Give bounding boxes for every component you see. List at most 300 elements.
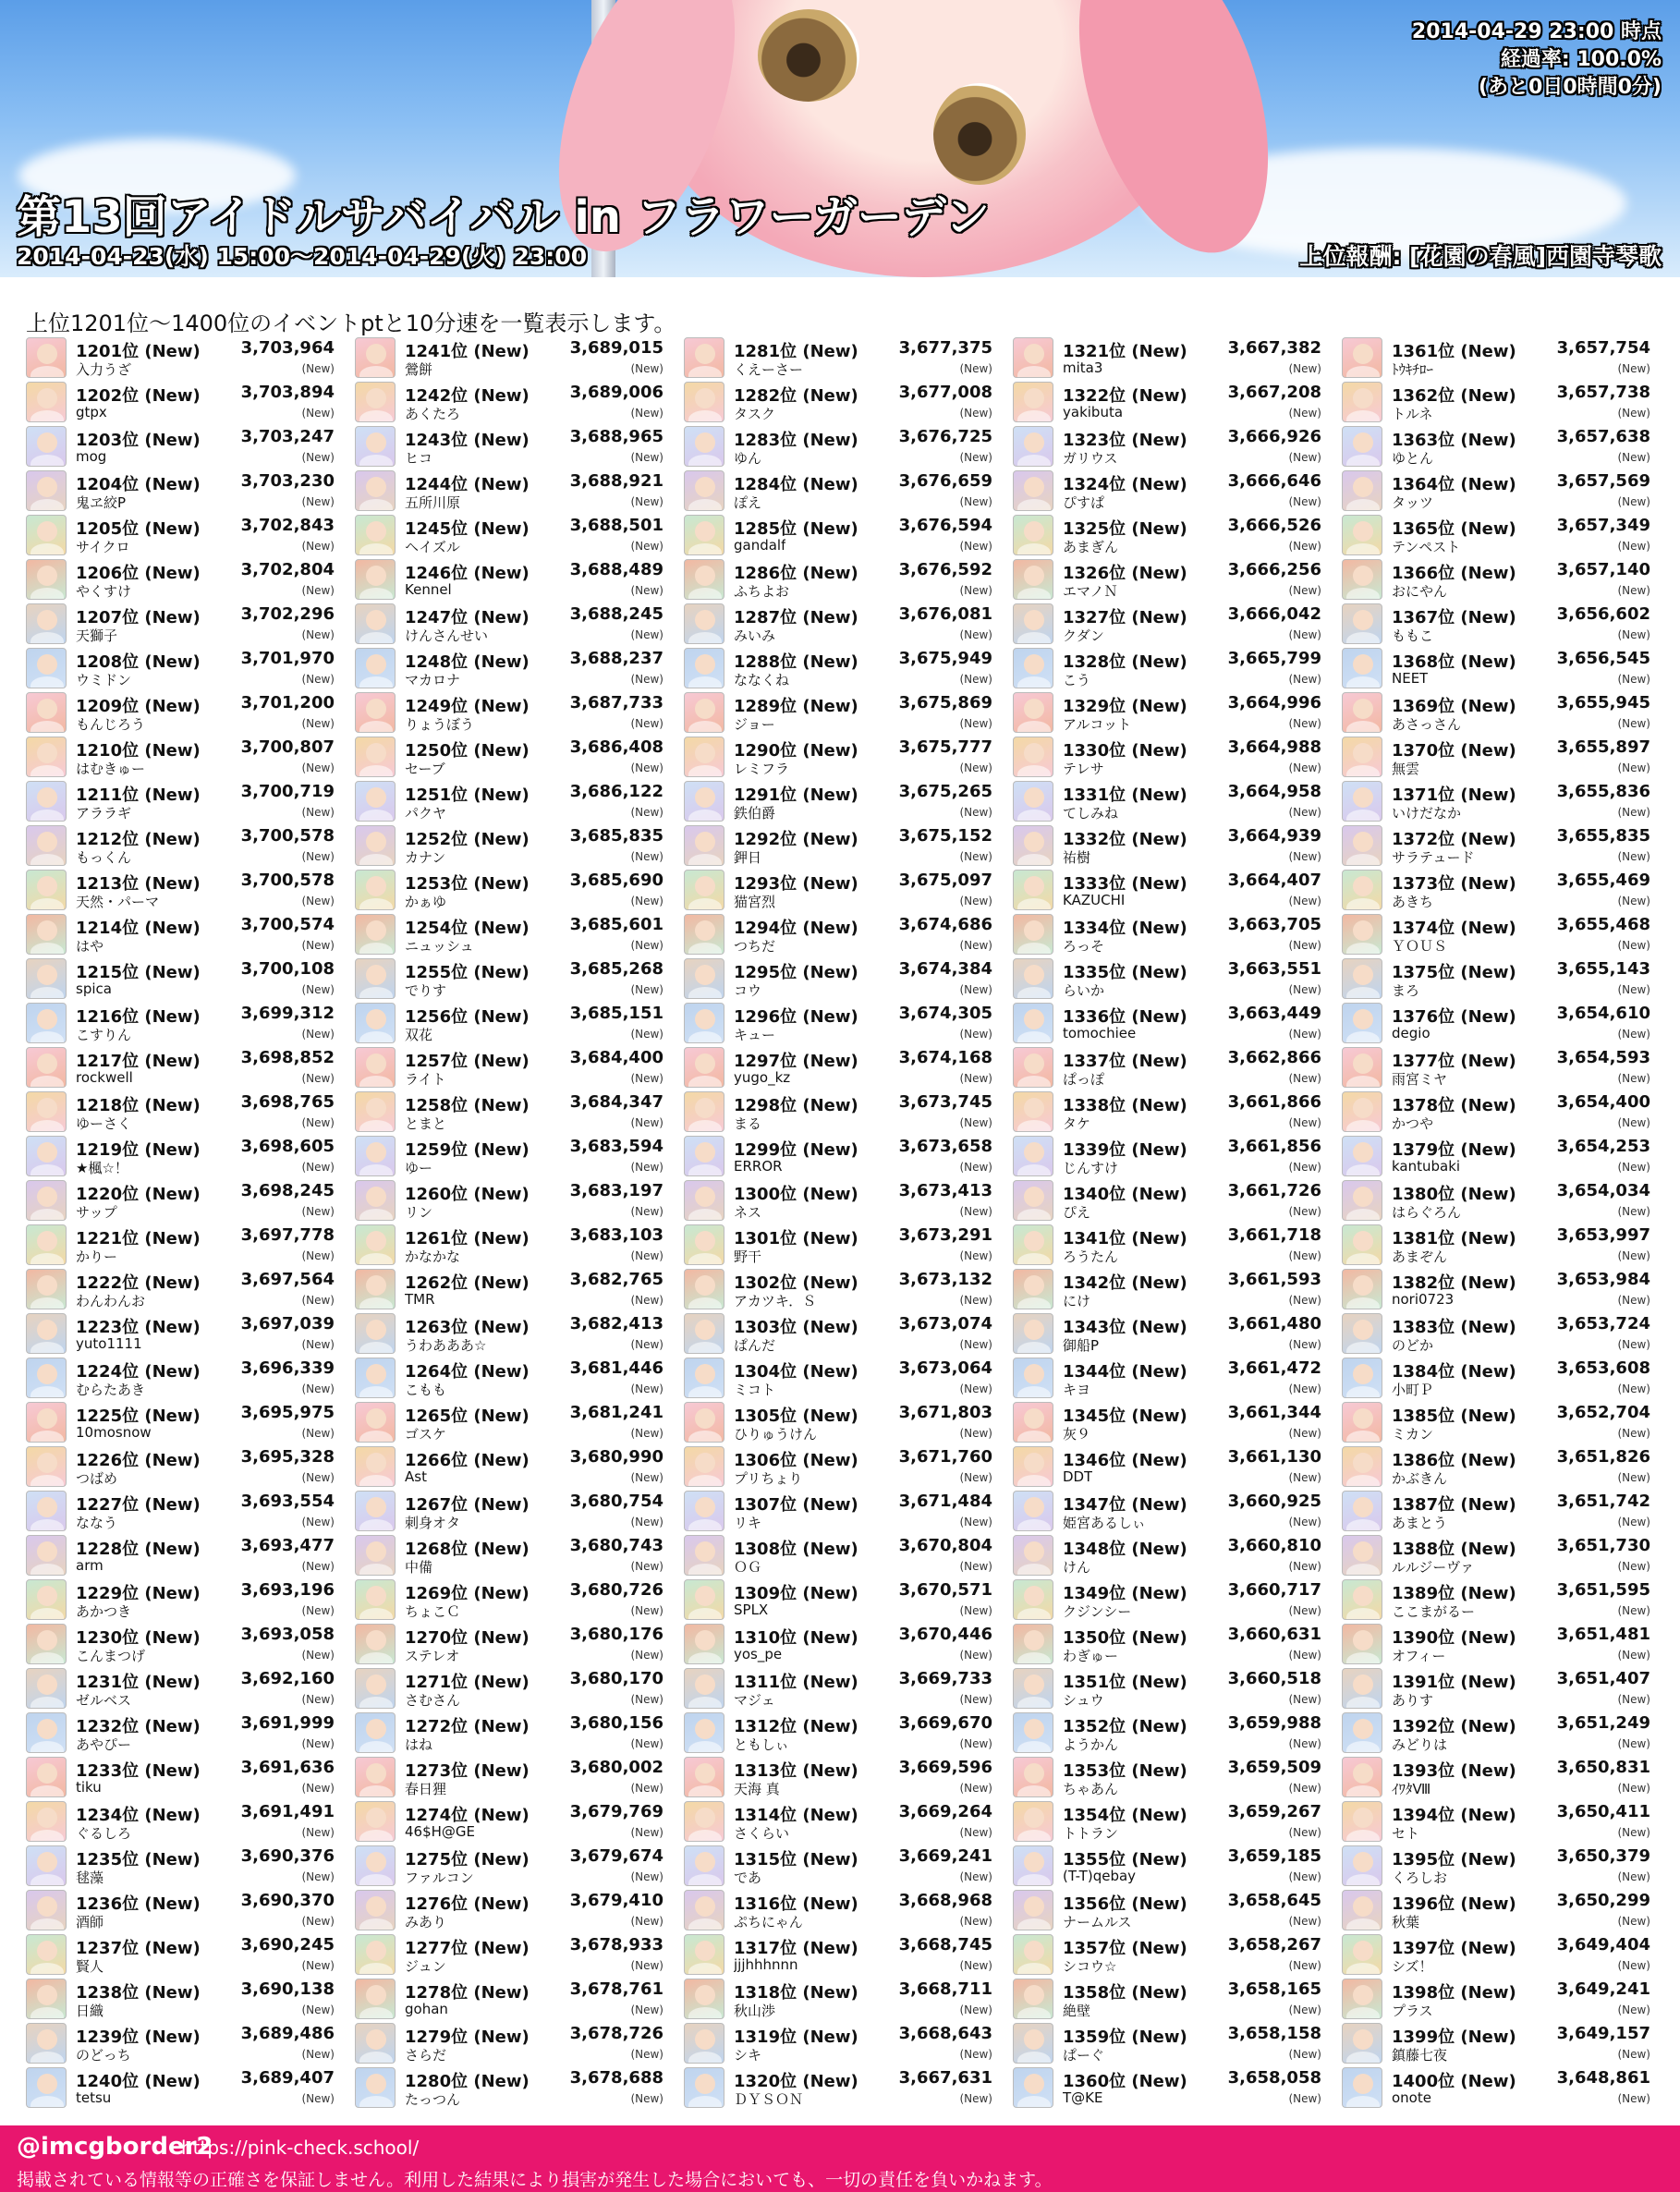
event-points: 3,652,704 xyxy=(1556,1403,1650,1422)
rank-label: 1229位 (New) xyxy=(76,1584,201,1603)
event-points: 3,662,866 xyxy=(1227,1048,1321,1067)
producer-name: ようかん xyxy=(1063,1736,1119,1753)
event-points: 3,675,097 xyxy=(898,871,992,890)
ranking-entry xyxy=(684,468,998,512)
producer-name: パクヤ xyxy=(405,805,447,822)
speed-label: (New) xyxy=(1617,895,1650,907)
idol-avatar-icon xyxy=(355,870,396,910)
event-points: 3,693,196 xyxy=(240,1580,335,1600)
rank-label: 1268位 (New) xyxy=(405,1540,530,1559)
rank-label: 1264位 (New) xyxy=(405,1362,530,1382)
speed-label: (New) xyxy=(959,717,992,730)
event-points: 3,666,256 xyxy=(1227,560,1321,579)
rank-label: 1291位 (New) xyxy=(734,785,858,805)
ranking-entry xyxy=(684,1044,998,1089)
ranking-entry xyxy=(355,1754,669,1798)
ranking-entry xyxy=(1342,1976,1656,2020)
ranking-entry xyxy=(1013,2064,1327,2109)
producer-name: のどっち xyxy=(76,2047,131,2064)
producer-name: ニュッシュ xyxy=(405,938,474,955)
event-points: 3,686,122 xyxy=(569,782,663,801)
speed-label: (New) xyxy=(301,1427,335,1440)
idol-avatar-icon xyxy=(1342,781,1382,822)
idol-avatar-icon xyxy=(1013,781,1053,822)
event-points: 3,695,975 xyxy=(240,1403,335,1422)
ranking-entry xyxy=(1342,645,1656,689)
idol-avatar-icon xyxy=(684,1579,724,1620)
producer-name: ゆとん xyxy=(1392,450,1434,467)
idol-avatar-icon xyxy=(1342,1269,1382,1309)
event-points: 3,661,593 xyxy=(1227,1270,1321,1289)
snapshot-timestamp: 2014-04-29 23:00 時点 xyxy=(1411,20,1662,43)
speed-label: (New) xyxy=(959,1294,992,1307)
rank-label: 1306位 (New) xyxy=(734,1451,858,1470)
speed-label: (New) xyxy=(959,1072,992,1085)
ranking-entry xyxy=(1342,1843,1656,1887)
speed-label: (New) xyxy=(1288,1161,1321,1174)
ranking-entry xyxy=(26,689,340,734)
idol-avatar-icon xyxy=(355,1358,396,1398)
producer-name: こう xyxy=(1063,672,1091,688)
ranking-entry xyxy=(355,1532,669,1577)
ranking-entry xyxy=(355,468,669,512)
speed-label: (New) xyxy=(1288,1427,1321,1440)
producer-name: ﾄｳｷﾁﾛｰ xyxy=(1392,361,1434,378)
ranking-entry xyxy=(1013,867,1327,911)
speed-label: (New) xyxy=(1288,1516,1321,1528)
idol-avatar-icon xyxy=(1342,515,1382,555)
event-points: 3,655,835 xyxy=(1556,826,1650,846)
ranking-entry xyxy=(1013,1177,1327,1222)
speed-label: (New) xyxy=(959,1959,992,1972)
rank-label: 1203位 (New) xyxy=(76,431,201,450)
event-points: 3,669,241 xyxy=(898,1846,992,1866)
rank-label: 1372位 (New) xyxy=(1392,830,1516,849)
speed-label: (New) xyxy=(301,1560,335,1573)
event-points: 3,671,760 xyxy=(898,1447,992,1467)
ranking-entry xyxy=(684,1621,998,1665)
idol-avatar-icon xyxy=(1013,470,1053,511)
event-points: 3,690,245 xyxy=(240,1935,335,1955)
speed-label: (New) xyxy=(1288,1915,1321,1928)
event-points: 3,680,726 xyxy=(569,1580,663,1600)
ranking-entry xyxy=(684,1798,998,1843)
rank-label: 1332位 (New) xyxy=(1063,830,1187,849)
rank-label: 1313位 (New) xyxy=(734,1761,858,1781)
producer-name: rockwell xyxy=(76,1069,133,1086)
event-points: 3,659,509 xyxy=(1227,1758,1321,1777)
ranking-entry xyxy=(26,1843,340,1887)
idol-avatar-icon xyxy=(1342,1491,1382,1531)
producer-name: らいか xyxy=(1063,982,1105,999)
event-points: 3,696,339 xyxy=(240,1358,335,1378)
rank-label: 1305位 (New) xyxy=(734,1407,858,1426)
footer-url[interactable]: https://pink-check.school/ xyxy=(181,2137,420,2159)
producer-name: 祐樹 xyxy=(1063,849,1091,866)
event-points: 3,665,799 xyxy=(1227,649,1321,668)
idol-avatar-icon xyxy=(26,1136,67,1176)
event-points: 3,673,132 xyxy=(898,1270,992,1289)
ranking-entry xyxy=(1342,1089,1656,1133)
idol-avatar-icon xyxy=(684,737,724,777)
ranking-entry xyxy=(1013,1976,1327,2020)
event-points: 3,653,608 xyxy=(1556,1358,1650,1378)
event-points: 3,659,185 xyxy=(1227,1846,1321,1866)
event-period: 2014-04-23(水) 15:00～2014-04-29(火) 23:00 xyxy=(17,243,588,270)
event-points: 3,654,400 xyxy=(1556,1092,1650,1112)
ranking-entry xyxy=(684,1887,998,1931)
rank-label: 1321位 (New) xyxy=(1063,342,1187,361)
event-points: 3,692,160 xyxy=(240,1669,335,1688)
rank-label: 1377位 (New) xyxy=(1392,1052,1516,1071)
idol-avatar-icon xyxy=(1342,1979,1382,2019)
rank-label: 1334位 (New) xyxy=(1063,919,1187,938)
producer-name: 酒師 xyxy=(76,1914,104,1930)
rank-label: 1323位 (New) xyxy=(1063,431,1187,450)
speed-label: (New) xyxy=(630,1338,663,1351)
idol-avatar-icon xyxy=(684,603,724,644)
ranking-entry xyxy=(26,512,340,556)
event-points: 3,670,446 xyxy=(898,1625,992,1644)
rank-label: 1381位 (New) xyxy=(1392,1229,1516,1248)
producer-name: ヒコ xyxy=(405,450,433,467)
event-points: 3,660,810 xyxy=(1227,1536,1321,1555)
ranking-entry xyxy=(1342,1488,1656,1532)
event-points: 3,697,564 xyxy=(240,1270,335,1289)
speed-label: (New) xyxy=(301,1116,335,1129)
rank-label: 1364位 (New) xyxy=(1392,475,1516,494)
event-points: 3,674,305 xyxy=(898,1004,992,1023)
event-points: 3,685,835 xyxy=(569,826,663,846)
producer-name: 五所川原 xyxy=(405,494,461,511)
producer-name: SPLX xyxy=(734,1601,769,1618)
producer-name: 秋山渉 xyxy=(734,2003,776,2019)
ranking-entry xyxy=(1013,335,1327,379)
event-points: 3,677,375 xyxy=(898,338,992,358)
idol-avatar-icon xyxy=(355,2023,396,2064)
idol-avatar-icon xyxy=(684,1091,724,1132)
ranking-entry xyxy=(1342,556,1656,601)
idol-avatar-icon xyxy=(684,958,724,999)
event-points: 3,669,264 xyxy=(898,1802,992,1821)
producer-name: degio xyxy=(1392,1025,1430,1041)
producer-name: tiku xyxy=(76,1779,102,1796)
ranking-entry xyxy=(1342,601,1656,645)
rank-label: 1395位 (New) xyxy=(1392,1850,1516,1869)
producer-name: ひりゅうけん xyxy=(734,1426,818,1443)
rank-label: 1242位 (New) xyxy=(405,386,530,406)
footer-handle[interactable]: @imcgborder2 xyxy=(17,2133,213,2161)
speed-label: (New) xyxy=(630,983,663,996)
event-points: 3,666,042 xyxy=(1227,604,1321,624)
ranking-entry xyxy=(1342,1443,1656,1488)
producer-name: コウ xyxy=(734,982,762,999)
speed-label: (New) xyxy=(1288,1649,1321,1662)
rank-label: 1302位 (New) xyxy=(734,1273,858,1293)
speed-label: (New) xyxy=(1288,1338,1321,1351)
idol-avatar-icon xyxy=(26,914,67,955)
ranking-entry xyxy=(684,1399,998,1443)
event-points: 3,690,370 xyxy=(240,1891,335,1910)
ranking-entry xyxy=(684,2064,998,2109)
rank-label: 1275位 (New) xyxy=(405,1850,530,1869)
idol-avatar-icon xyxy=(1013,426,1053,467)
producer-name: ちゃあん xyxy=(1063,1781,1119,1797)
ranking-entry xyxy=(1342,1665,1656,1710)
speed-label: (New) xyxy=(301,1338,335,1351)
ranking-entry xyxy=(26,1798,340,1843)
producer-name: クジンシー xyxy=(1063,1603,1132,1620)
producer-name: 姫宮あるしぃ xyxy=(1063,1515,1146,1531)
rank-label: 1399位 (New) xyxy=(1392,2028,1516,2047)
idol-avatar-icon xyxy=(1342,1136,1382,1176)
event-points: 3,657,638 xyxy=(1556,427,1650,446)
event-points: 3,684,400 xyxy=(569,1048,663,1067)
ranking-entry xyxy=(684,911,998,956)
ranking-entry xyxy=(1342,734,1656,778)
rank-label: 1224位 (New) xyxy=(76,1362,201,1382)
ranking-entry xyxy=(26,1310,340,1355)
producer-name: プラス xyxy=(1392,2003,1433,2019)
ranking-entry xyxy=(1013,1355,1327,1399)
speed-label: (New) xyxy=(959,628,992,641)
ranking-entry xyxy=(1342,822,1656,867)
speed-label: (New) xyxy=(1617,850,1650,863)
producer-name: あまぞん xyxy=(1392,1248,1448,1265)
event-points: 3,675,949 xyxy=(898,649,992,668)
producer-name: gtpx xyxy=(76,404,107,420)
event-points: 3,649,404 xyxy=(1556,1935,1650,1955)
ranking-entry xyxy=(1342,1621,1656,1665)
producer-name: ぷちにゃん xyxy=(734,1914,803,1930)
speed-label: (New) xyxy=(630,495,663,508)
ranking-entry xyxy=(26,778,340,822)
producer-name: ★楓☆！ xyxy=(76,1160,128,1176)
rank-label: 1322位 (New) xyxy=(1063,386,1187,406)
rank-label: 1273位 (New) xyxy=(405,1761,530,1781)
rank-label: 1202位 (New) xyxy=(76,386,201,406)
ranking-entry xyxy=(26,1976,340,2020)
speed-label: (New) xyxy=(1288,1205,1321,1218)
producer-name: onote xyxy=(1392,2089,1431,2106)
rank-label: 1220位 (New) xyxy=(76,1185,201,1204)
producer-name: つばめ xyxy=(76,1470,118,1487)
speed-label: (New) xyxy=(959,451,992,464)
speed-label: (New) xyxy=(1288,628,1321,641)
speed-label: (New) xyxy=(1288,1249,1321,1262)
rank-label: 1339位 (New) xyxy=(1063,1140,1187,1160)
speed-label: (New) xyxy=(1288,1959,1321,1972)
producer-name: うわあああ☆ xyxy=(405,1337,487,1354)
event-points: 3,680,754 xyxy=(569,1492,663,1511)
event-points: 3,680,990 xyxy=(569,1447,663,1467)
rank-label: 1354位 (New) xyxy=(1063,1806,1187,1825)
event-points: 3,658,158 xyxy=(1227,2024,1321,2043)
ranking-entry xyxy=(1013,645,1327,689)
event-points: 3,690,376 xyxy=(240,1846,335,1866)
speed-label: (New) xyxy=(630,2048,663,2061)
producer-name: サラテュード xyxy=(1392,849,1475,866)
rank-label: 1326位 (New) xyxy=(1063,564,1187,583)
event-points: 3,659,267 xyxy=(1227,1802,1321,1821)
ranking-entry xyxy=(26,1044,340,1089)
ranking-entry xyxy=(26,1399,340,1443)
event-points: 3,678,761 xyxy=(569,1979,663,1999)
speed-label: (New) xyxy=(301,584,335,597)
event-points: 3,700,807 xyxy=(240,737,335,757)
event-points: 3,676,592 xyxy=(898,560,992,579)
producer-name: (T-T)qebay xyxy=(1063,1868,1137,1884)
speed-label: (New) xyxy=(959,362,992,375)
idol-avatar-icon xyxy=(1342,958,1382,999)
producer-name: ジュン xyxy=(405,1958,446,1975)
rank-label: 1387位 (New) xyxy=(1392,1495,1516,1515)
ranking-entry xyxy=(1342,911,1656,956)
producer-name: つちだ xyxy=(734,938,776,955)
producer-name: シズ！ xyxy=(1392,1958,1433,1975)
ranking-entry xyxy=(1013,1887,1327,1931)
speed-label: (New) xyxy=(301,1870,335,1883)
idol-avatar-icon xyxy=(684,1535,724,1576)
event-points: 3,655,836 xyxy=(1556,782,1650,801)
speed-label: (New) xyxy=(1617,2092,1650,2105)
rank-label: 1367位 (New) xyxy=(1392,608,1516,627)
producer-name: jjjhhhnnn xyxy=(734,1956,798,1973)
ranking-entry xyxy=(1013,1532,1327,1577)
producer-name: ナームルス xyxy=(1063,1914,1132,1930)
producer-name: シコウ☆ xyxy=(1063,1958,1117,1975)
rank-label: 1274位 (New) xyxy=(405,1806,530,1825)
rank-label: 1239位 (New) xyxy=(76,2028,201,2047)
speed-label: (New) xyxy=(301,939,335,952)
rank-label: 1235位 (New) xyxy=(76,1850,201,1869)
idol-avatar-icon xyxy=(1342,559,1382,600)
producer-name: さくらい xyxy=(734,1825,790,1842)
ranking-entry xyxy=(355,1931,669,1976)
rank-label: 1295位 (New) xyxy=(734,963,858,982)
idol-avatar-icon xyxy=(26,603,67,644)
ranking-entry xyxy=(26,556,340,601)
event-points: 3,653,997 xyxy=(1556,1225,1650,1245)
rank-label: 1228位 (New) xyxy=(76,1540,201,1559)
idol-avatar-icon xyxy=(1013,1402,1053,1443)
speed-label: (New) xyxy=(301,806,335,819)
event-points: 3,693,058 xyxy=(240,1625,335,1644)
idol-avatar-icon xyxy=(26,648,67,688)
rank-label: 1378位 (New) xyxy=(1392,1096,1516,1115)
producer-name: kantubaki xyxy=(1392,1158,1461,1175)
speed-label: (New) xyxy=(630,1693,663,1706)
ranking-entry xyxy=(684,601,998,645)
idol-avatar-icon xyxy=(1342,1091,1382,1132)
idol-avatar-icon xyxy=(355,1668,396,1709)
producer-name: 中備 xyxy=(405,1559,433,1576)
producer-name: アルコット xyxy=(1063,716,1132,733)
ranking-entry xyxy=(684,867,998,911)
rank-label: 1301位 (New) xyxy=(734,1229,858,1248)
idol-avatar-icon xyxy=(26,1801,67,1842)
ranking-entry xyxy=(684,645,998,689)
event-points: 3,685,601 xyxy=(569,915,663,934)
idol-avatar-icon xyxy=(26,1313,67,1354)
event-points: 3,651,742 xyxy=(1556,1492,1650,1511)
speed-label: (New) xyxy=(1288,2048,1321,2061)
idol-avatar-icon xyxy=(355,1934,396,1975)
rank-label: 1223位 (New) xyxy=(76,1318,201,1337)
event-points: 3,658,645 xyxy=(1227,1891,1321,1910)
producer-name: T@KE xyxy=(1063,2089,1103,2106)
ranking-entry xyxy=(1342,1798,1656,1843)
producer-name: カナン xyxy=(405,849,446,866)
event-points: 3,676,725 xyxy=(898,427,992,446)
speed-label: (New) xyxy=(630,362,663,375)
speed-label: (New) xyxy=(301,540,335,553)
idol-avatar-icon xyxy=(1342,1579,1382,1620)
speed-label: (New) xyxy=(630,451,663,464)
producer-name: もっくん xyxy=(76,849,132,866)
idol-avatar-icon xyxy=(1013,692,1053,733)
ranking-entry xyxy=(684,423,998,468)
speed-label: (New) xyxy=(1288,983,1321,996)
ranking-entry xyxy=(684,379,998,423)
idol-avatar-icon xyxy=(684,1668,724,1709)
speed-label: (New) xyxy=(1617,1249,1650,1262)
producer-name: 猫宮烈 xyxy=(734,894,776,910)
speed-label: (New) xyxy=(630,806,663,819)
producer-name: こすりん xyxy=(76,1027,132,1043)
idol-avatar-icon xyxy=(26,1003,67,1043)
event-points: 3,669,733 xyxy=(898,1669,992,1688)
rank-label: 1222位 (New) xyxy=(76,1273,201,1293)
speed-label: (New) xyxy=(301,1072,335,1085)
producer-name: ネス xyxy=(734,1204,762,1221)
speed-label: (New) xyxy=(1617,362,1650,375)
speed-label: (New) xyxy=(630,584,663,597)
producer-name: けん xyxy=(1063,1559,1091,1576)
event-points: 3,680,156 xyxy=(569,1713,663,1733)
speed-label: (New) xyxy=(959,1338,992,1351)
event-points: 3,678,688 xyxy=(569,2068,663,2088)
idol-avatar-icon xyxy=(684,1446,724,1487)
speed-label: (New) xyxy=(301,1205,335,1218)
speed-label: (New) xyxy=(301,2048,335,2061)
producer-name: yos_pe xyxy=(734,1646,783,1662)
idol-avatar-icon xyxy=(1013,382,1053,422)
event-points: 3,666,646 xyxy=(1227,471,1321,491)
speed-label: (New) xyxy=(1288,1116,1321,1129)
ranking-entry xyxy=(684,1089,998,1133)
producer-name: 毬藻 xyxy=(76,1869,104,1886)
speed-label: (New) xyxy=(1617,806,1650,819)
event-points: 3,701,970 xyxy=(240,649,335,668)
producer-name: でりす xyxy=(405,982,447,999)
rank-label: 1363位 (New) xyxy=(1392,431,1516,450)
event-points: 3,655,945 xyxy=(1556,693,1650,712)
idol-avatar-icon xyxy=(1013,2023,1053,2064)
idol-avatar-icon xyxy=(1013,1091,1053,1132)
rank-label: 1352位 (New) xyxy=(1063,1717,1187,1736)
event-points: 3,657,140 xyxy=(1556,560,1650,579)
idol-avatar-icon xyxy=(355,1979,396,2019)
event-points: 3,650,831 xyxy=(1556,1758,1650,1777)
ranking-entry xyxy=(1013,1621,1327,1665)
producer-name: tetsu xyxy=(76,2089,112,2106)
event-points: 3,651,249 xyxy=(1556,1713,1650,1733)
rank-label: 1238位 (New) xyxy=(76,1983,201,2003)
event-title: 第13回アイドルサバイバル in フラワーガーデン xyxy=(17,191,990,243)
producer-name: トルネ xyxy=(1392,406,1433,422)
idol-avatar-icon xyxy=(26,1224,67,1265)
